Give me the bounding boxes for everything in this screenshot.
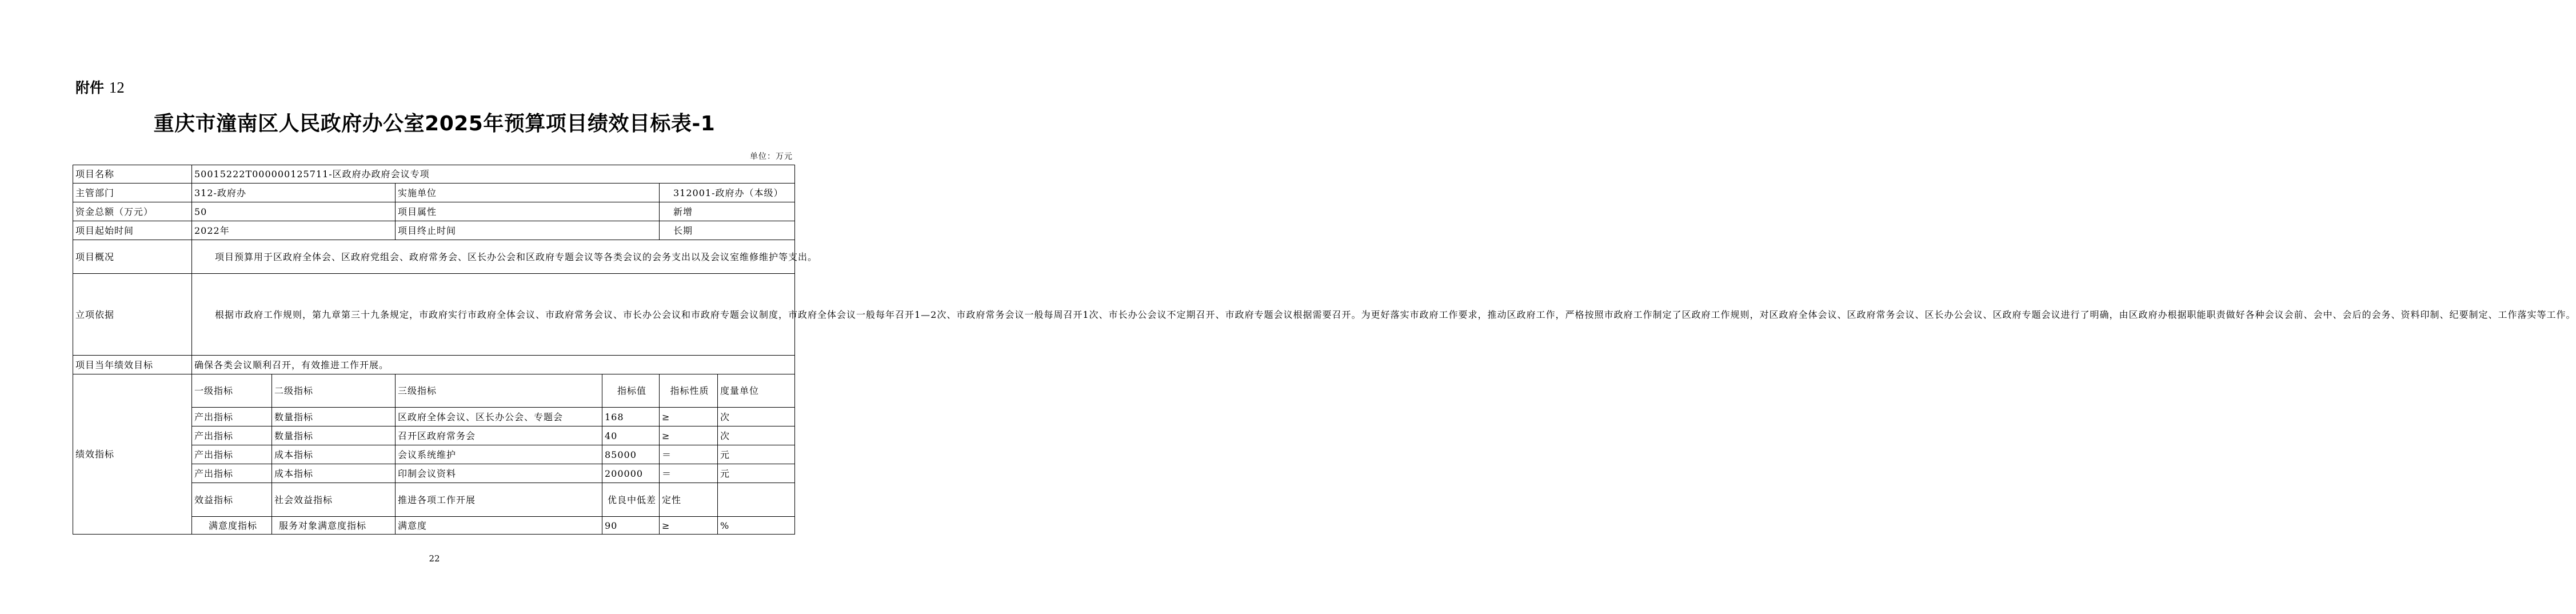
cell-level3: 会议系统维护 <box>396 445 602 464</box>
cell-level3: 满意度 <box>396 517 602 535</box>
cell-level2: 数量指标 <box>272 408 396 426</box>
impl-value: 312001-政府办（本级） <box>660 184 795 202</box>
row-funds <box>73 202 795 221</box>
end-label: 项目终止时间 <box>396 221 660 240</box>
document-title: 重庆市潼南区人民政府办公室2025年预算项目绩效目标表-1 <box>153 112 716 135</box>
start-value: 2022年 <box>192 221 396 240</box>
cell-unit: 次 <box>718 408 795 426</box>
attr-value: 新增 <box>660 202 795 221</box>
cell-level1: 产出指标 <box>192 408 272 426</box>
row-goal <box>73 356 795 374</box>
attachment-label <box>75 77 125 97</box>
basis-text: 根据市政府工作规则，第九章第三十九条规定，市政府实行市政府全体会议、市政府常务会议、市长办公会议和市政府专题会议制度，市政府全体会议一般每年召开1—2次、市政府常务会议一般每周召开1次、市长办公会议不定期召开、市政府专题会议根据需要召开。为更好落实市政府工作要求，推动区政府工作，严格按照市政府工作制定了区政府工作规则，对区政府全体会议、区政府常务会议、区长办公会议、区政府专题会议进行了明确，由区政府办根据职能职责做好各种会议会前、会中、会后的会务、资料印制、纪要制定、工作落实等工作。 <box>192 274 795 356</box>
cell-value: 168 <box>602 408 660 426</box>
row-department <box>73 184 795 202</box>
goal-text: 确保各类会议顺利召开，有效推进工作开展。 <box>192 356 795 374</box>
overview-text: 项目预算用于区政府全体会、区政府党组会、政府常务会、区长办公会和区政府专题会议等各类会议的会务支出以及会议室维修维护等支出。 <box>192 240 795 274</box>
cell-unit: 元 <box>718 445 795 464</box>
unit-label: 单位：万元 <box>750 152 793 161</box>
goal-label: 项目当年绩效目标 <box>73 356 192 374</box>
indicator-header-row <box>73 374 795 408</box>
cell-unit: 元 <box>718 464 795 483</box>
header-level2: 二级指标 <box>272 374 396 408</box>
cell-unit <box>718 483 795 517</box>
cell-level1: 产出指标 <box>192 464 272 483</box>
funds-value: 50 <box>192 202 396 221</box>
overview-label: 项目概况 <box>73 240 192 274</box>
cell-nature: ≥ <box>660 517 718 535</box>
indicators-label: 绩效指标 <box>73 374 192 535</box>
cell-value: 90 <box>602 517 660 535</box>
cell-level1: 效益指标 <box>192 483 272 517</box>
cell-nature: ≥ <box>660 408 718 426</box>
basis-label: 立项依据 <box>73 274 192 356</box>
dept-value: 312-政府办 <box>192 184 396 202</box>
cell-value: 40 <box>602 426 660 445</box>
cell-nature: ≥ <box>660 426 718 445</box>
cell-level2: 服务对象满意度指标 <box>272 517 396 535</box>
cell-nature: ＝ <box>660 464 718 483</box>
attr-label: 项目属性 <box>396 202 660 221</box>
cell-level1: 满意度指标 <box>192 517 272 535</box>
funds-label: 资金总额（万元） <box>73 202 192 221</box>
attachment-text: 附件 <box>75 79 105 96</box>
cell-level2: 成本指标 <box>272 464 396 483</box>
cell-level2: 成本指标 <box>272 445 396 464</box>
cell-value: 优良中低差 <box>602 483 660 517</box>
header-level3: 三级指标 <box>396 374 602 408</box>
header-nature: 指标性质 <box>660 374 718 408</box>
cell-nature: 定性 <box>660 483 718 517</box>
cell-level1: 产出指标 <box>192 445 272 464</box>
start-label: 项目起始时间 <box>73 221 192 240</box>
project-name-value: 50015222T000000125711-区政府办政府会议专项 <box>192 165 795 184</box>
cell-unit: % <box>718 517 795 535</box>
row-dates <box>73 221 795 240</box>
header-level1: 一级指标 <box>192 374 272 408</box>
cell-value: 200000 <box>602 464 660 483</box>
project-name-label: 项目名称 <box>73 165 192 184</box>
header-value: 指标值 <box>602 374 660 408</box>
cell-unit: 次 <box>718 426 795 445</box>
cell-level2: 社会效益指标 <box>272 483 396 517</box>
dept-label: 主管部门 <box>73 184 192 202</box>
header-unit: 度量单位 <box>718 374 795 408</box>
row-overview <box>73 240 795 274</box>
page-number: 22 <box>429 553 440 564</box>
cell-level3: 推进各项工作开展 <box>396 483 602 517</box>
cell-level2: 数量指标 <box>272 426 396 445</box>
cell-value: 85000 <box>602 445 660 464</box>
attachment-number: 12 <box>109 79 125 96</box>
cell-level3: 印制会议资料 <box>396 464 602 483</box>
row-project-name <box>73 165 795 184</box>
impl-label: 实施单位 <box>396 184 660 202</box>
cell-nature: ＝ <box>660 445 718 464</box>
cell-level3: 召开区政府常务会 <box>396 426 602 445</box>
performance-table <box>73 165 2576 535</box>
cell-level3: 区政府全体会议、区长办公会、专题会 <box>396 408 602 426</box>
row-basis <box>73 274 795 356</box>
end-value: 长期 <box>660 221 795 240</box>
cell-level1: 产出指标 <box>192 426 272 445</box>
